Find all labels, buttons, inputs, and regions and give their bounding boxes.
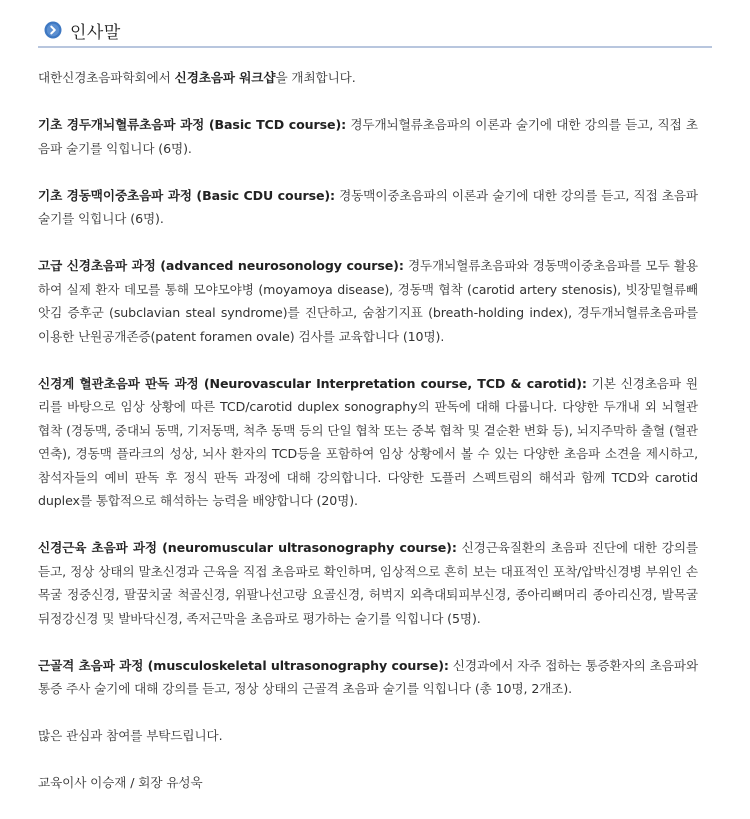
- intro-suffix: 을 개최합니다.: [275, 70, 356, 85]
- course-title: 기초 경두개뇌혈류초음파 과정 (Basic TCD course):: [38, 117, 347, 132]
- course-title: 근골격 초음파 과정 (musculoskeletal ultrasonography course):: [38, 657, 449, 673]
- page-title: 인사말: [70, 22, 121, 43]
- course-title: 신경계 혈관초음파 판독 과정 (Neurovascular Interpretation course, TCD & carotid):: [38, 375, 587, 391]
- course-paragraph: [38, 536, 698, 630]
- course-description: 경두개뇌혈류초음파의 이론과 술기에 대한 강의를 듣고, 직접 초음파 술기를 익힙니다 (6명).: [38, 117, 698, 156]
- course-description: 신경과에서 자주 접하는 통증환자의 초음파와 통증 주사 술기에 대해 강의를 듣고, 정상 상태의 근골격 초음파 술기를 익힙니다 (총 10명, 2개조).: [38, 657, 699, 696]
- course-paragraph: [38, 184, 698, 231]
- closing-text: 많은 관심과 참여를 부탁드립니다.: [38, 728, 223, 743]
- course-title: 신경근육 초음파 과정 (neuromuscular ultrasonography course):: [38, 540, 457, 555]
- course-description: 신경근육질환의 초음파 진단에 대한 강의를 듣고, 정상 상태의 말초신경과 근육을 직접 초음파로 확인하며, 임상적으로 흔히 보는 대표적인 포착/압박신경병 부위인 손목굴 정중신경, 팔꿈치굴 척골신경, 위팔나선고랑 요골신경, 허벅지 외측대퇴피부신경, 종아리뼈머리 종아리신경, 발목굴 뒤정강신경 및 발바닥신경, 족저근막을 초음파로 평가하는 술기를 익힙니다 (5명).: [38, 540, 698, 626]
- page-header: [38, 14, 712, 48]
- course-paragraph: [38, 654, 698, 701]
- course-description: 기본 신경초음파 원리를 바탕으로 임상 상황에 따른 TCD/carotid duplex sonography의 판독에 대해 다룹니다. 다양한 두개내 외 뇌혈관 협착 (경동맥, 중대뇌 동맥, 기저동맥, 척추 동맥 등의 단일 협착 또는 중복 협착 및 곁순환 변화 등), 뇌지주막하 출혈 (혈관 연축), 경동맥 플라크의 성상, 뇌사 환자의 TCD등을 포함하여 임상 상황에서 볼 수 있는 다양한 초음파 소견을 제시하고, 참석자들의 예비 판독 후 정식 판독 과정에 대해 강의합니다. 다양한 도플러 스펙트럼의 해석과 함께 TCD와 carotid duplex를 통합적으로 해석하는 능력을 배양합니다 (20명).: [38, 375, 698, 508]
- greeting-body: [38, 66, 698, 818]
- intro-paragraph: [38, 66, 698, 90]
- course-title: 고급 신경초음파 과정 (advanced neurosonology course):: [38, 258, 404, 273]
- course-description: 경두개뇌혈류초음파와 경동맥이중초음파를 모두 활용하여 실제 환자 데모를 통해 모야모야병 (moyamoya disease), 경동맥 협착 (carotid artery stenosis), 빗장밑혈류빼앗김 증후군 (subclavian steal syndrome)를 진단하고, 숨참기지표 (breath-holding index), 경두개뇌혈류초음파를 이용한 난원공개존증(patent foramen ovale) 검사를 교육합니다 (10명).: [38, 258, 698, 344]
- signature: 교육이사 이승재 / 회장 유성욱: [38, 775, 203, 790]
- course-paragraph: [38, 113, 698, 160]
- intro-highlight: 신경초음파 워크샵: [174, 70, 276, 85]
- circle-chevron-right-icon: [44, 21, 62, 39]
- course-description: 경동맥이중초음파의 이론과 술기에 대한 강의를 듣고, 직접 초음파 술기를 익힙니다 (6명).: [38, 187, 698, 226]
- course-paragraph: [38, 254, 698, 348]
- course-title: 기초 경동맥이중초음파 과정 (Basic CDU course):: [38, 187, 335, 203]
- intro-prefix: 대한신경초음파학회에서: [38, 70, 175, 85]
- course-paragraph: [38, 372, 698, 513]
